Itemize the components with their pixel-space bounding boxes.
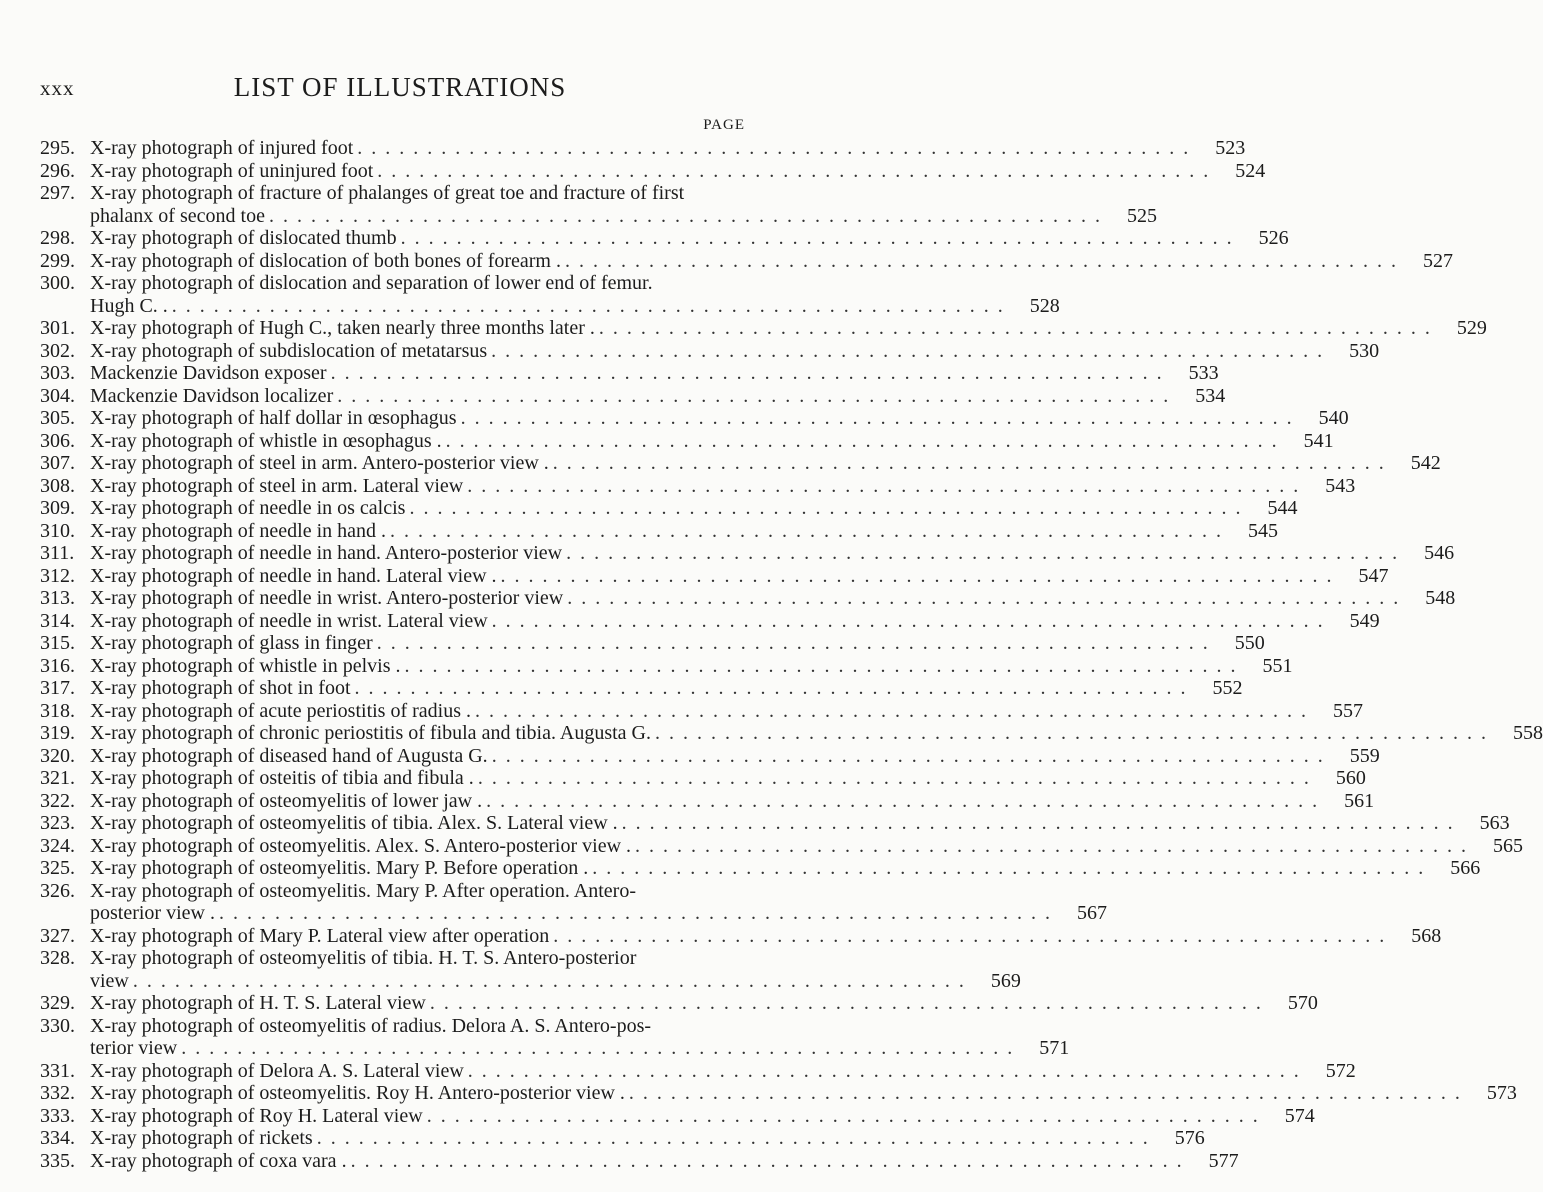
list-item (40, 857, 1481, 880)
figure-number: 333. (40, 1104, 75, 1127)
figure-number: 313. (40, 587, 75, 609)
page-number: 529 (1456, 317, 1487, 339)
figure-caption: X-ray photograph of glass in finger (90, 632, 373, 654)
figure-caption: X-ray photograph of osteomyelitis. Mary P. Before operation . (90, 857, 589, 879)
list-item (40, 834, 1524, 858)
figure-caption: X-ray photograph of rickets (90, 1127, 313, 1149)
figure-caption: X-ray photograph of steel in arm. Lateral view (90, 474, 464, 497)
page-number: 563 (1479, 812, 1510, 834)
figure-number: 297. (40, 182, 75, 204)
figure-number: 326. (40, 879, 75, 902)
dot-leader: ............................................................ (628, 1082, 1469, 1104)
figure-number: 318. (40, 699, 75, 722)
page-number: 572 (1325, 1059, 1356, 1082)
list-item (40, 474, 1356, 498)
dot-leader: ............................................................ (316, 1127, 1157, 1149)
dot-leader: ............................................................ (552, 452, 1393, 474)
list-item (40, 947, 1021, 992)
list-item (40, 497, 1298, 520)
figure-number: 334. (40, 1127, 75, 1149)
figure-number: 319. (40, 722, 75, 744)
page-number: 552 (1212, 677, 1243, 699)
list-item (40, 317, 1487, 340)
dot-leader: ............................................................ (553, 924, 1394, 947)
figure-caption: X-ray photograph of uninjured foot (90, 159, 374, 182)
page-number: 545 (1248, 519, 1279, 542)
figure-number: 327. (40, 924, 75, 947)
figure-caption: X-ray photograph of injured foot (90, 137, 354, 159)
figure-caption: X-ray photograph of osteomyelitis. Mary P. After operation. Antero- (90, 879, 636, 902)
list-item (40, 1014, 1070, 1060)
dot-leader: ............................................................ (491, 339, 1332, 362)
list-item (40, 992, 1318, 1015)
dot-leader: ............................................................ (486, 789, 1327, 812)
figure-number: 323. (40, 812, 75, 834)
figure-number: 298. (40, 227, 75, 249)
figure-number: 310. (40, 519, 75, 542)
page-number: 558 (1513, 722, 1543, 744)
page-number: 546 (1424, 542, 1455, 564)
figure-number: 308. (40, 474, 75, 497)
figure-caption: terior view (90, 1037, 178, 1059)
figure-caption: X-ray photograph of needle in hand. Antero-posterior view (90, 542, 563, 564)
figure-number: 299. (40, 249, 75, 272)
page-number: 524 (1235, 159, 1266, 182)
page-number: 577 (1208, 1149, 1239, 1172)
list-item (40, 272, 1060, 317)
dot-leader: ............................................................ (467, 1059, 1308, 1082)
list-item (40, 767, 1366, 790)
list-item (40, 1082, 1517, 1105)
page-number: 544 (1267, 497, 1298, 519)
page-number: 530 (1349, 339, 1380, 362)
dot-leader: ............................................................ (354, 677, 1195, 699)
list-item (40, 407, 1349, 430)
figure-caption: X-ray photograph of needle in hand . (90, 519, 387, 542)
figure-number: 311. (40, 542, 75, 564)
figure-caption: view (90, 969, 129, 992)
page-number: 526 (1258, 227, 1289, 249)
page-number: 540 (1318, 407, 1349, 429)
figure-number: 329. (40, 992, 75, 1014)
figure-caption: X-ray photograph of chronic periostitis of fibula and tibia. Augusta G. (90, 722, 651, 744)
figure-caption: Mackenzie Davidson exposer (90, 362, 327, 384)
dot-leader: ............................................................ (500, 564, 1341, 587)
page-number: 547 (1358, 564, 1389, 587)
figure-caption: Hugh C. . (90, 294, 168, 317)
figure-caption: X-ray photograph of osteomyelitis. Roy H. Antero-posterior view . (90, 1082, 625, 1104)
figure-caption: X-ray photograph of coxa vara . (90, 1149, 347, 1172)
dot-leader: ............................................................ (268, 204, 1109, 227)
figure-number: 335. (40, 1149, 75, 1172)
dot-leader: ............................................................ (426, 1104, 1267, 1127)
page-number: 541 (1303, 429, 1334, 452)
illustration-list (40, 137, 1543, 1172)
page-number: 542 (1410, 452, 1441, 474)
figure-number: 324. (40, 834, 75, 857)
page-number: 576 (1174, 1127, 1205, 1149)
dot-leader: ............................................................ (565, 249, 1405, 272)
list-item (40, 182, 1157, 227)
dot-leader: ............................................................ (566, 542, 1407, 564)
figure-caption: X-ray photograph of fracture of phalanges of great toe and fracture of first (90, 182, 685, 204)
page-number: 569 (990, 969, 1021, 992)
figure-number: 317. (40, 677, 75, 699)
page-number: 561 (1344, 789, 1375, 812)
list-item (40, 249, 1453, 273)
page-title: LIST OF ILLUSTRATIONS (233, 72, 567, 102)
figure-caption: X-ray photograph of needle in os calcis (90, 497, 406, 519)
dot-leader: ............................................................ (635, 834, 1476, 857)
list-item (40, 362, 1219, 385)
dot-leader: ............................................................ (621, 812, 1462, 834)
figure-caption: X-ray photograph of whistle in œsophagus . (90, 429, 442, 452)
figure-caption: X-ray photograph of subdislocation of metatarsus (90, 339, 488, 362)
list-item (40, 227, 1289, 250)
list-item (40, 1059, 1356, 1083)
list-item (40, 744, 1380, 768)
list-item (40, 542, 1455, 565)
figure-number: 304. (40, 384, 75, 407)
figure-caption: X-ray photograph of needle in hand. Lateral view . (90, 564, 497, 587)
page-number: 568 (1411, 924, 1442, 947)
list-item (40, 677, 1243, 700)
page-number: 528 (1029, 294, 1060, 317)
figure-caption: X-ray photograph of osteomyelitis. Alex. S. Antero-posterior view . (90, 834, 632, 857)
figure-caption: X-ray photograph of osteomyelitis of lower jaw . (90, 789, 483, 812)
list-item (40, 632, 1265, 655)
list-item (40, 159, 1266, 183)
dot-leader: ............................................................ (350, 1149, 1191, 1172)
list-item (40, 429, 1334, 453)
dot-leader: ............................................................ (409, 497, 1250, 519)
figure-number: 320. (40, 744, 75, 767)
list-item (40, 587, 1456, 610)
figure-number: 332. (40, 1082, 75, 1104)
list-item (40, 452, 1441, 475)
dot-leader: ............................................................ (460, 407, 1301, 429)
figure-number: 307. (40, 452, 75, 474)
figure-number: 321. (40, 767, 75, 789)
dot-leader: ............................................................ (445, 429, 1286, 452)
dot-leader: ............................................................ (171, 294, 1012, 317)
list-item (40, 812, 1510, 835)
page-number: 533 (1188, 362, 1219, 384)
figure-caption: X-ray photograph of osteomyelitis of tibia. H. T. S. Antero-posterior (90, 947, 637, 969)
figure-caption: X-ray photograph of Hugh C., taken nearly three months later . (90, 317, 595, 339)
list-item (40, 1149, 1239, 1173)
page-number: 560 (1335, 767, 1366, 789)
page-number: 525 (1126, 204, 1157, 227)
page-number: 527 (1423, 249, 1453, 272)
dot-leader: ............................................................ (404, 654, 1245, 677)
figure-caption: X-ray photograph of osteomyelitis of radius. Delora A. S. Antero-pos- (90, 1014, 652, 1037)
dot-leader: ............................................................ (491, 744, 1332, 767)
dot-leader: ............................................................ (655, 722, 1495, 744)
page-number: 550 (1234, 632, 1265, 654)
figure-caption: X-ray photograph of Mary P. Lateral view after operation (90, 924, 550, 947)
list-item (40, 609, 1380, 633)
dot-leader: ............................................................ (477, 767, 1318, 789)
figure-number: 296. (40, 159, 75, 182)
figure-number: 309. (40, 497, 75, 519)
page-number: 534 (1195, 384, 1226, 407)
dot-leader: ............................................................ (132, 969, 973, 992)
list-item (40, 564, 1389, 588)
figure-number: 325. (40, 857, 75, 879)
list-item (40, 1127, 1205, 1150)
dot-leader: ............................................................ (330, 362, 1171, 384)
list-item (40, 654, 1293, 678)
figure-number: 316. (40, 654, 75, 677)
page-number: 543 (1325, 474, 1356, 497)
figure-number: 303. (40, 362, 75, 384)
figure-caption: X-ray photograph of dislocation and separation of lower end of femur. (90, 272, 653, 294)
dot-leader: ............................................................ (218, 902, 1059, 924)
list-item (40, 879, 1107, 925)
figure-caption: X-ray photograph of acute periostitis of radius . (90, 699, 472, 722)
dot-leader: ............................................................ (491, 609, 1332, 632)
list-item (40, 722, 1543, 745)
dot-leader: ............................................................ (592, 857, 1433, 879)
dot-leader: ............................................................ (181, 1037, 1022, 1059)
list-item (40, 519, 1279, 543)
figure-caption: X-ray photograph of osteomyelitis of tibia. Alex. S. Lateral view . (90, 812, 618, 834)
page-number: 570 (1287, 992, 1318, 1014)
dot-leader: ............................................................ (400, 227, 1241, 249)
figure-number: 328. (40, 947, 75, 969)
dot-leader: ............................................................ (377, 159, 1218, 182)
dot-leader: ............................................................ (357, 137, 1198, 159)
figure-caption: X-ray photograph of dislocated thumb (90, 227, 397, 249)
page-number: 559 (1349, 744, 1380, 767)
figure-number: 300. (40, 272, 75, 294)
page-number: 566 (1450, 857, 1481, 879)
list-item (40, 137, 1246, 160)
figure-caption: X-ray photograph of osteitis of tibia and fibula . (90, 767, 474, 789)
figure-caption: X-ray photograph of half dollar in œsophagus (90, 407, 457, 429)
figure-number: 322. (40, 789, 75, 812)
list-item (40, 1104, 1315, 1128)
figure-number: 305. (40, 407, 75, 429)
page-number: 548 (1425, 587, 1456, 609)
figure-number: 295. (40, 137, 75, 159)
figure-caption: X-ray photograph of needle in wrist. Antero-posterior view (90, 587, 564, 609)
figure-number: 314. (40, 609, 75, 632)
figure-number: 330. (40, 1014, 75, 1037)
dot-leader: ............................................................ (475, 699, 1316, 722)
page-number: 565 (1493, 834, 1524, 857)
list-item (40, 699, 1364, 723)
dot-leader: ............................................................ (337, 384, 1178, 407)
page-number: 574 (1284, 1104, 1315, 1127)
figure-number: 312. (40, 564, 75, 587)
figure-caption: X-ray photograph of shot in foot (90, 677, 351, 699)
page-number: 573 (1486, 1082, 1517, 1104)
figure-caption: X-ray photograph of dislocation of both bones of forearm . (90, 249, 561, 272)
list-item (40, 924, 1442, 948)
figure-caption: X-ray photograph of needle in wrist. Lateral view (90, 609, 488, 632)
figure-number: 301. (40, 317, 75, 339)
figure-caption: X-ray photograph of H. T. S. Lateral view (90, 992, 426, 1014)
figure-caption: X-ray photograph of diseased hand of Augusta G. (90, 744, 488, 767)
figure-number: 315. (40, 632, 75, 654)
list-item (40, 789, 1375, 813)
figure-caption: X-ray photograph of whistle in pelvis . (90, 654, 401, 677)
figure-caption: X-ray photograph of Delora A. S. Lateral view (90, 1059, 464, 1082)
page-number: 567 (1076, 902, 1107, 924)
page-number: 523 (1215, 137, 1246, 159)
figure-caption: Mackenzie Davidson localizer (90, 384, 334, 407)
figure-number: 331. (40, 1059, 75, 1082)
dot-leader: ............................................................ (429, 992, 1270, 1014)
page-column-heading: PAGE (703, 117, 745, 133)
dot-leader: ............................................................ (567, 587, 1408, 609)
dot-leader: ............................................................ (467, 474, 1308, 497)
page-header (0, 72, 800, 112)
figure-number: 306. (40, 429, 75, 452)
figure-caption: posterior view . (90, 902, 215, 924)
list-item (40, 384, 1226, 408)
page-number: 571 (1039, 1037, 1070, 1059)
figure-caption: phalanx of second toe (90, 204, 265, 227)
dot-leader: ............................................................ (598, 317, 1439, 339)
figure-caption: X-ray photograph of Roy H. Lateral view (90, 1104, 423, 1127)
dot-leader: ............................................................ (390, 519, 1231, 542)
page-number: 549 (1349, 609, 1380, 632)
list-item (40, 339, 1380, 363)
page-number: 557 (1333, 699, 1364, 722)
dot-leader: ............................................................ (376, 632, 1217, 654)
figure-caption: X-ray photograph of steel in arm. Antero-posterior view . (90, 452, 549, 474)
page-number: 551 (1262, 654, 1293, 677)
figure-number: 302. (40, 339, 75, 362)
roman-page-number: xxx (40, 76, 75, 100)
